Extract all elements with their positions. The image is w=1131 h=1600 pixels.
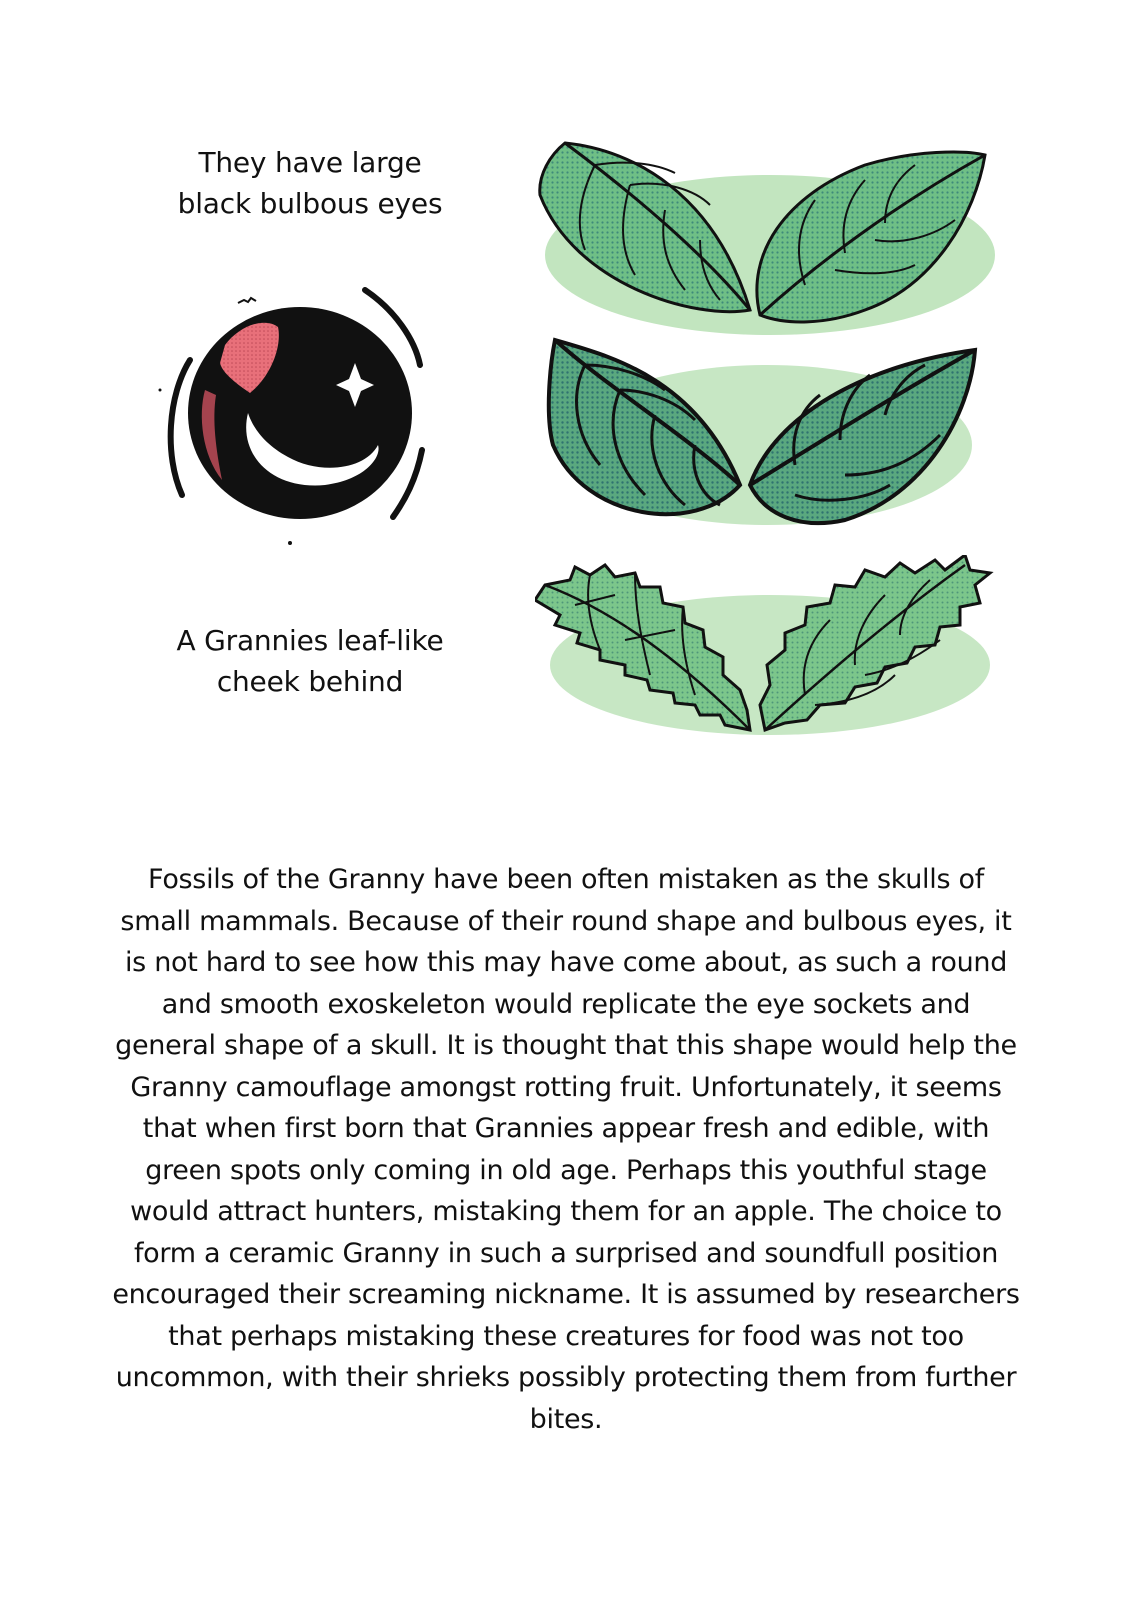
caption-eyes: [130, 142, 490, 224]
caption-eyes-line2: black bulbous eyes: [177, 187, 443, 220]
leaf-pair-veined: [545, 335, 990, 550]
caption-cheek-line1: A Grannies leaf-like: [176, 624, 444, 657]
caption-cheek-line2: cheek behind: [216, 665, 404, 698]
leaf-pair-smooth: [535, 135, 1005, 345]
leaf-icon: [535, 555, 1005, 750]
eye-illustration: [150, 285, 440, 560]
leaf-icon: [545, 335, 990, 550]
caption-cheek: [120, 620, 500, 702]
body-paragraph: Fossils of the Granny have been often mistaken as the skulls of small mammals. Because of their round shape and bulbous eyes, it is not hard to see how this may have come about, as such a round and smooth exoskeleton would replicate the eye sockets and general shape of a skull. It is thought that this shape would help the Granny camouflage amongst rotting fruit. Unfortunately, it seems that when first born that Grannies appear fresh and edible, with green spots only coming in old age. Perhaps this youthful stage would attract hunters, mistaking them for an apple. The choice to form a ceramic Granny in such a surprised and soundfull position encouraged their screaming nickname. It is assumed by researchers that perhaps mistaking these creatures for food was not too uncommon, with their shrieks possibly protecting them from further bites.: [112, 864, 1020, 1435]
leaf-icon: [535, 135, 1005, 345]
eye-icon: [150, 285, 440, 560]
leaf-pair-serrated: [535, 555, 1005, 750]
caption-eyes-line1: They have large: [198, 146, 422, 179]
